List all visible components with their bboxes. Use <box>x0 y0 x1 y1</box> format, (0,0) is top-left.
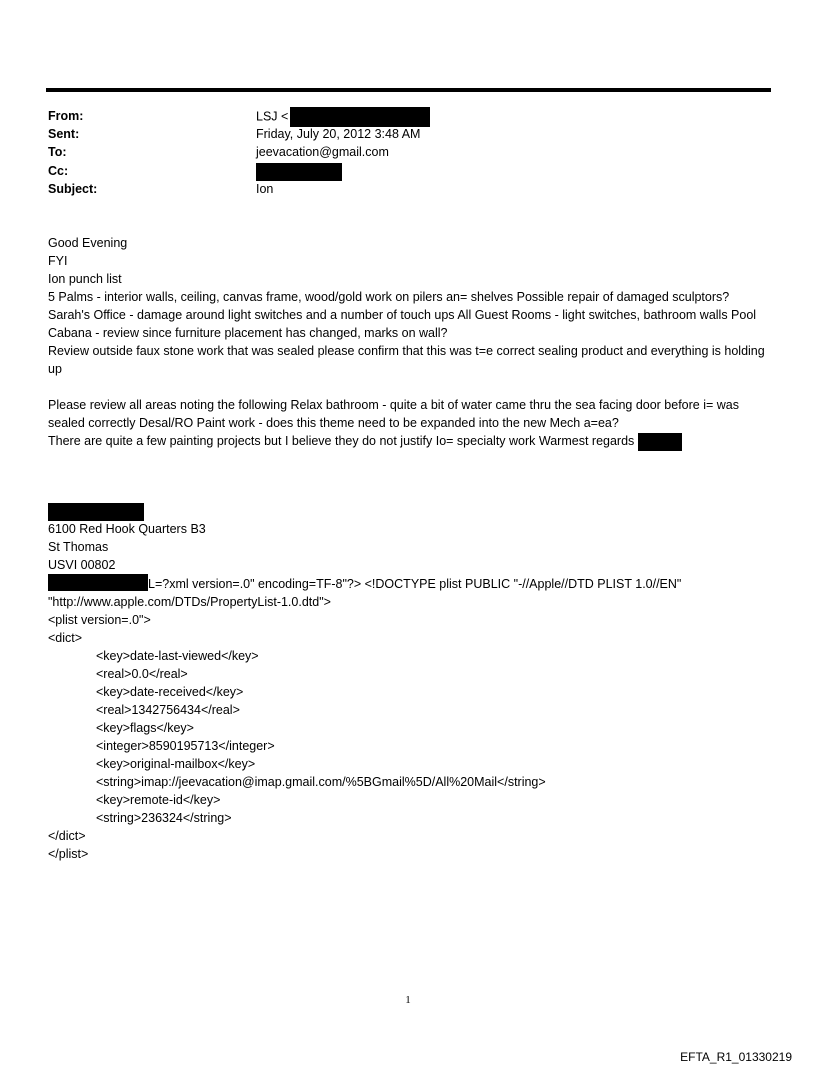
email-body <box>48 234 773 451</box>
body-line: Ion punch list <box>48 272 122 286</box>
address-line: St Thomas <box>48 540 109 554</box>
plist-line: <plist version=.0"> <box>48 613 151 627</box>
from-text: LSJ < <box>256 109 289 124</box>
from-label: From: <box>48 109 84 123</box>
body-line: FYI <box>48 254 68 268</box>
body-paragraph: Please review all areas noting the following Relax bathroom - quite a bit of water came thru the sea facing door before i= was sealed correctly Desal/RO Paint work - does this theme need to be expanded into the new Mech a=ea? <box>48 398 740 430</box>
signature <box>48 520 773 574</box>
plist-entry: <key>remote-id</key> <box>96 793 221 807</box>
subject-label: Subject: <box>48 182 98 196</box>
plist-entry: <key>date-last-viewed</key> <box>96 649 259 663</box>
cc-value <box>256 162 342 181</box>
body-line: Sarah's Office - damage around light switches and a number of touch ups All Guest Rooms - light switches, bathroom walls Pool Cabana - review since furniture placement has changed, marks on wall? <box>48 308 757 340</box>
header-rule <box>46 88 771 92</box>
redaction-block <box>638 433 682 451</box>
body-line: 5 Palms - interior walls, ceiling, canvas frame, wood/gold work on pilers an= shelves Possible repair of damaged sculptors? <box>48 290 730 304</box>
document-id: EFTA_R1_01330219 <box>680 1050 792 1064</box>
plist-entry: <integer>8590195713</integer> <box>96 739 275 753</box>
cc-label: Cc: <box>48 164 69 178</box>
plist-entry: <key>flags</key> <box>96 721 194 735</box>
sent-label: Sent: <box>48 127 80 141</box>
plist-entry: <string>imap://jeevacation@imap.gmail.com/%5BGmail%5D/All%20Mail</string> <box>96 775 546 789</box>
redaction-block <box>48 574 148 591</box>
plist-line: "http://www.apple.com/DTDs/PropertyList-1.0.dtd"> <box>48 595 331 609</box>
redaction-block <box>290 107 430 127</box>
closing-text: There are quite a few painting projects but I believe they do not justify Io= specialty work Warmest regards <box>48 434 635 448</box>
to-value: jeevacation@gmail.com <box>256 145 389 159</box>
plist-entry: <real>1342756434</real> <box>96 703 240 717</box>
plist-line: </dict> <box>48 829 86 843</box>
sent-value: Friday, July 20, 2012 3:48 AM <box>256 127 421 141</box>
plist-entry: <key>original-mailbox</key> <box>96 757 256 771</box>
from-value <box>256 107 430 127</box>
page-number: 1 <box>405 994 411 1006</box>
plist-line: <dict> <box>48 631 83 645</box>
subject-value: Ion <box>256 182 274 196</box>
redaction-block <box>48 503 144 521</box>
body-line: Good Evening <box>48 236 128 250</box>
address-line: 6100 Red Hook Quarters B3 <box>48 522 206 536</box>
body-paragraph <box>48 432 773 451</box>
plist-entry: <string>236324</string> <box>96 811 232 825</box>
plist-entry: <real>0.0</real> <box>96 667 188 681</box>
plist-entry: <key>date-received</key> <box>96 685 244 699</box>
xml-declaration: L=?xml version=.0" encoding=TF-8"?> <!DOCTYPE plist PUBLIC "-//Apple//DTD PLIST 1.0//EN" <box>148 577 682 591</box>
plist-line <box>48 574 773 593</box>
to-label: To: <box>48 145 67 159</box>
body-line: Review outside faux stone work that was sealed please confirm that this was t=e correct sealing product and everything is holding up <box>48 344 765 376</box>
redaction-block <box>256 163 342 181</box>
plist-block <box>48 574 773 863</box>
address-line: USVI 00802 <box>48 558 116 572</box>
plist-line: </plist> <box>48 847 89 861</box>
